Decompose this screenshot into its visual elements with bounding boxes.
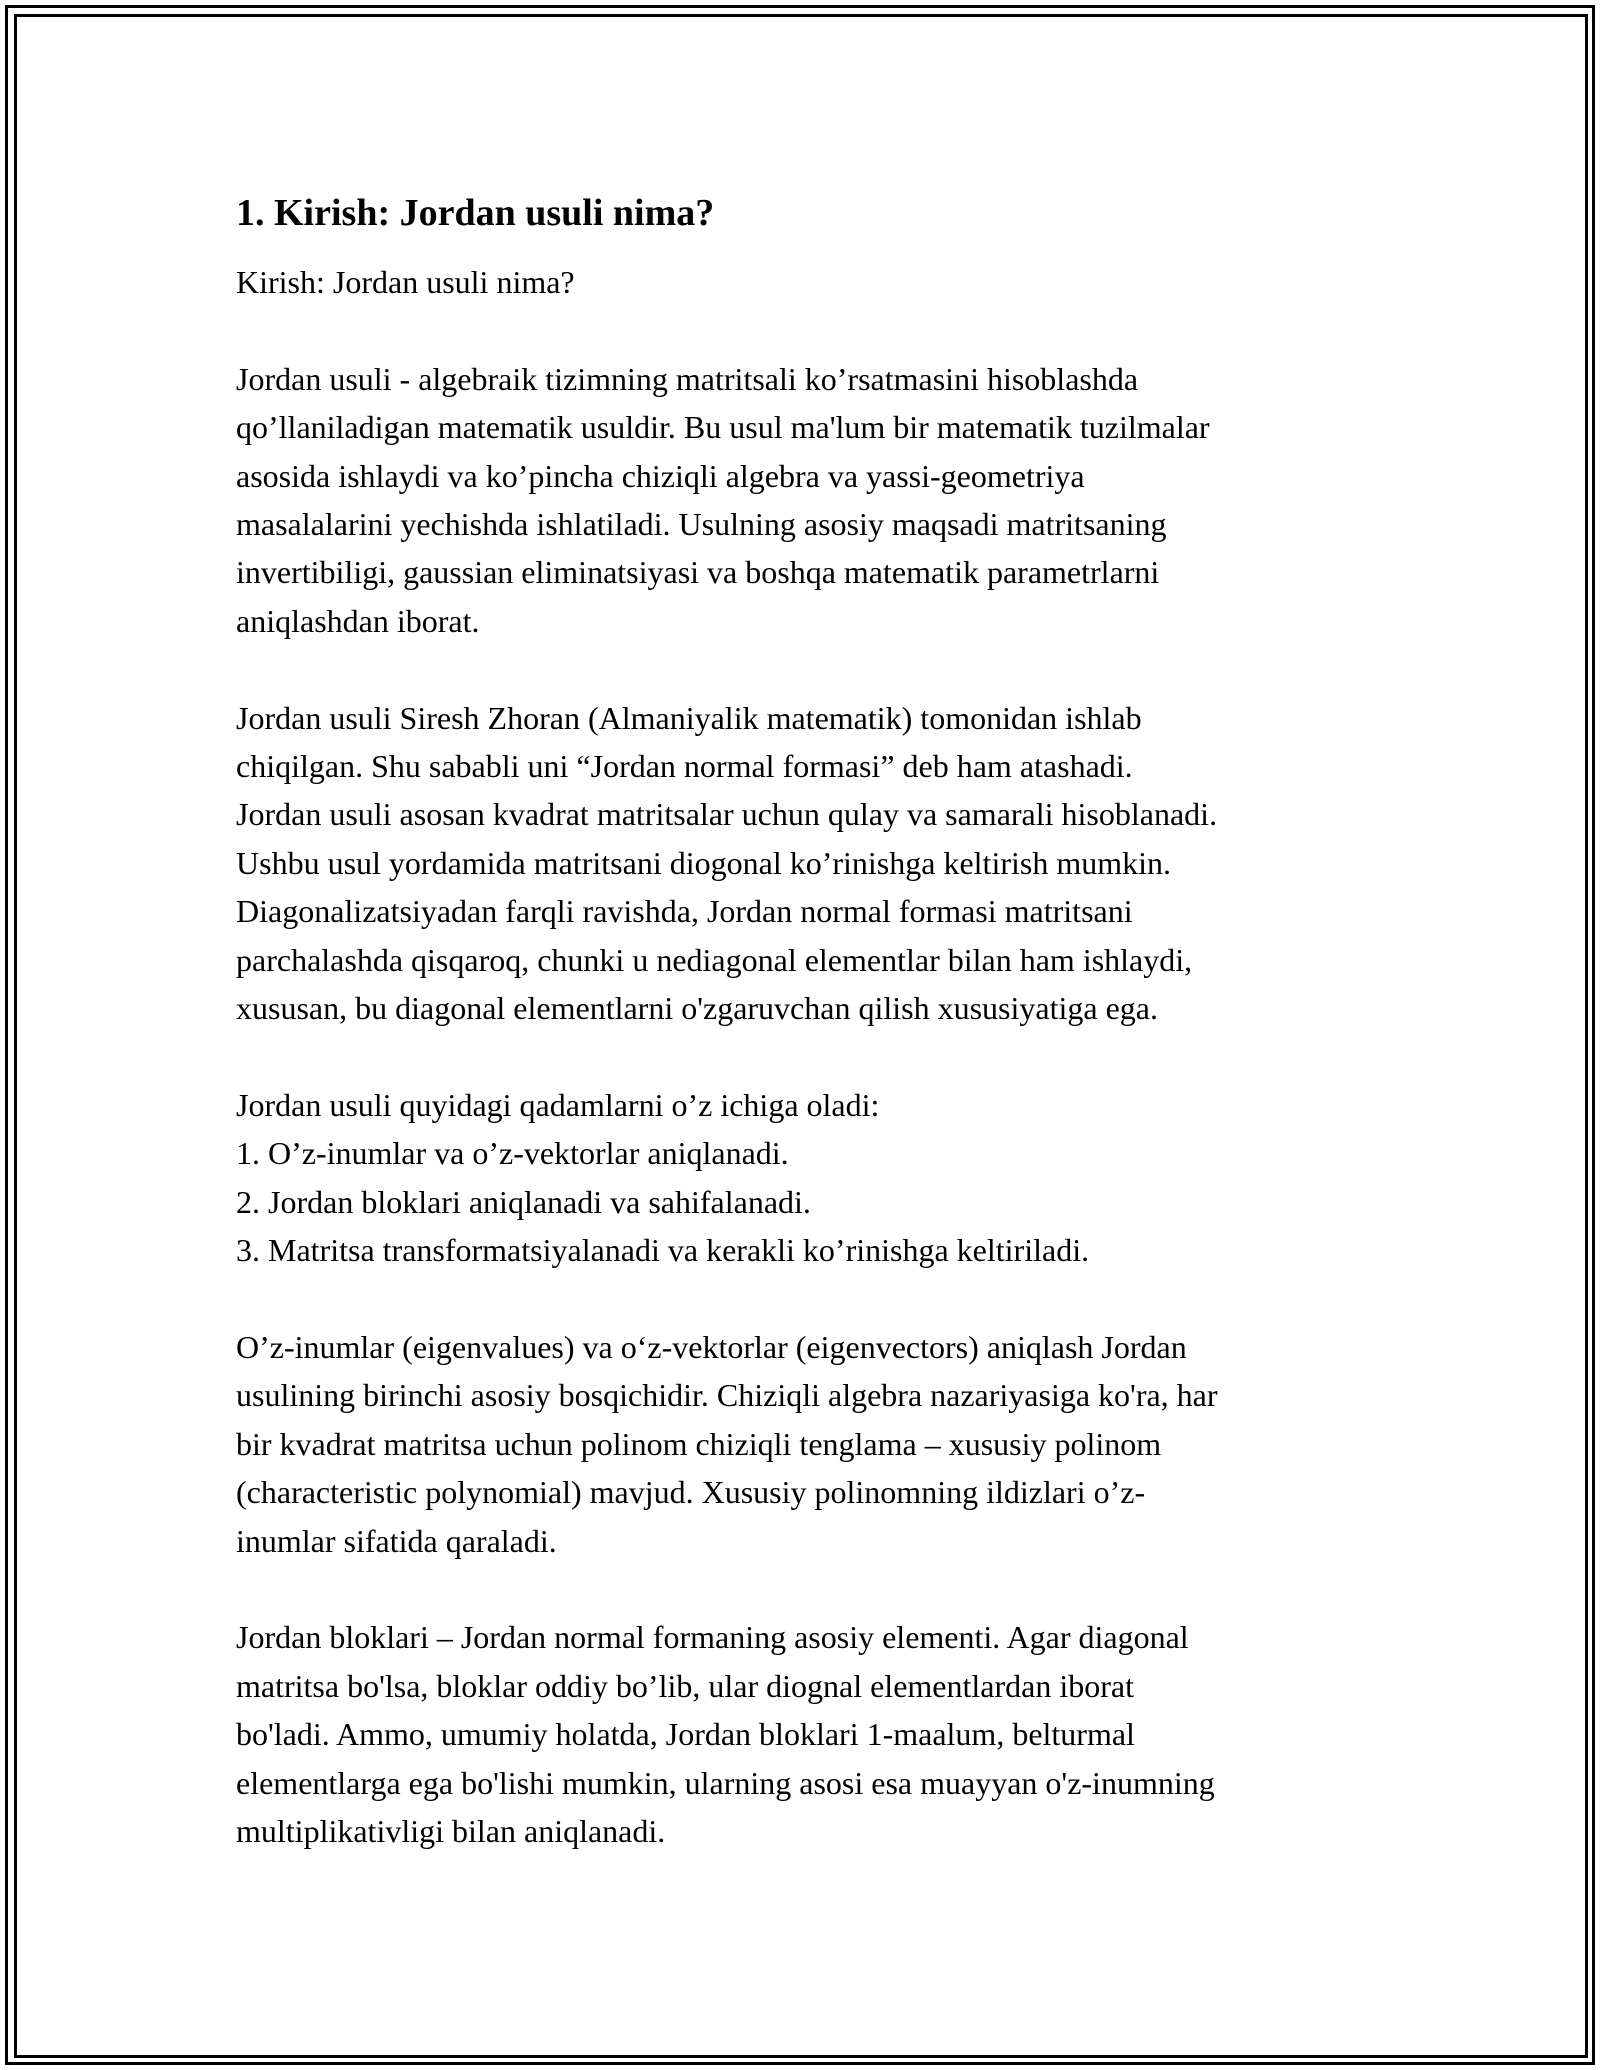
paragraph-eigenvalues: O’z-inumlar (eigenvalues) va o‘z-vektorlar (eigenvectors) aniqlash Jordan usulining birinchi asosiy bosqichidir. Chiziqli algebra nazariyasiga ko'ra, har bir kvadrat matritsa uchun polinom chiziqli tenglama – xususiy polinom (characteristic polynomial) mavjud. Xususiy polinomning ildizlari o’z- inumlar sifatida qaraladi. — [236, 1328, 1218, 1559]
paragraph-definition: Jordan usuli - algebraik tizimning matritsali ko’rsatmasini hisoblashda qo’llaniladigan matematik usuldir. Bu usul ma'lum bir matematik tuzilmalar asosida ishlaydi va ko’pincha chiziqli algebra va yassi-geometriya masalalarini yechishda ishlatiladi. Usulning asosiy maqsadi matritsaning invertibiligi, gaussian eliminatsiyasi va boshqa matematik parametrlarni aniqlashdan iborat. — [236, 360, 1210, 639]
paragraph-history: Jordan usuli Siresh Zhoran (Almaniyalik matematik) tomonidan ishlab chiqilgan. Shu sababli uni “Jordan normal formasi” deb ham atashadi. Jordan usuli asosan kvadrat matritsalar uchun qulay va samarali hisoblanadi. Ushbu usul yordamida matritsani diogonal ko’rinishga keltirish mumkin. Diagonalizatsiyadan farqli ravishda, Jordan normal formasi matritsani parchalashda qisqaroq, chunki u nediagonal elementlar bilan ham ishlaydi, xususan, bu diagonal elementlarni o'zgaruvchan qilish xususiyatiga ega. — [236, 699, 1218, 1027]
section-heading: 1. Kirish: Jordan usuli nima? — [236, 192, 715, 234]
section-subtitle: Kirish: Jordan usuli nima? — [236, 264, 575, 300]
document-body — [236, 188, 1386, 1904]
paragraph-steps-list: Jordan usuli quyidagi qadamlarni o’z ichiga oladi: 1. O’z-inumlar va o’z-vektorlar aniqlanadi. 2. Jordan bloklari aniqlanadi va sahifalanadi. 3. Matritsa transformatsiyalanadi va kerakli ko’rinishga keltiriladi. — [236, 1086, 1090, 1269]
paragraph-jordan-blocks: Jordan bloklari – Jordan normal formaning asosiy elementi. Agar diagonal matritsa bo'lsa, bloklar oddiy bo’lib, ular diognal elementlardan iborat bo'ladi. Ammo, umumiy holatda, Jordan bloklari 1-maalum, belturmal elementlarga ega bo'lishi mumkin, ularning asosi esa muayyan o'z-inumning multiplikativligi bilan aniqlanadi. — [236, 1619, 1215, 1849]
